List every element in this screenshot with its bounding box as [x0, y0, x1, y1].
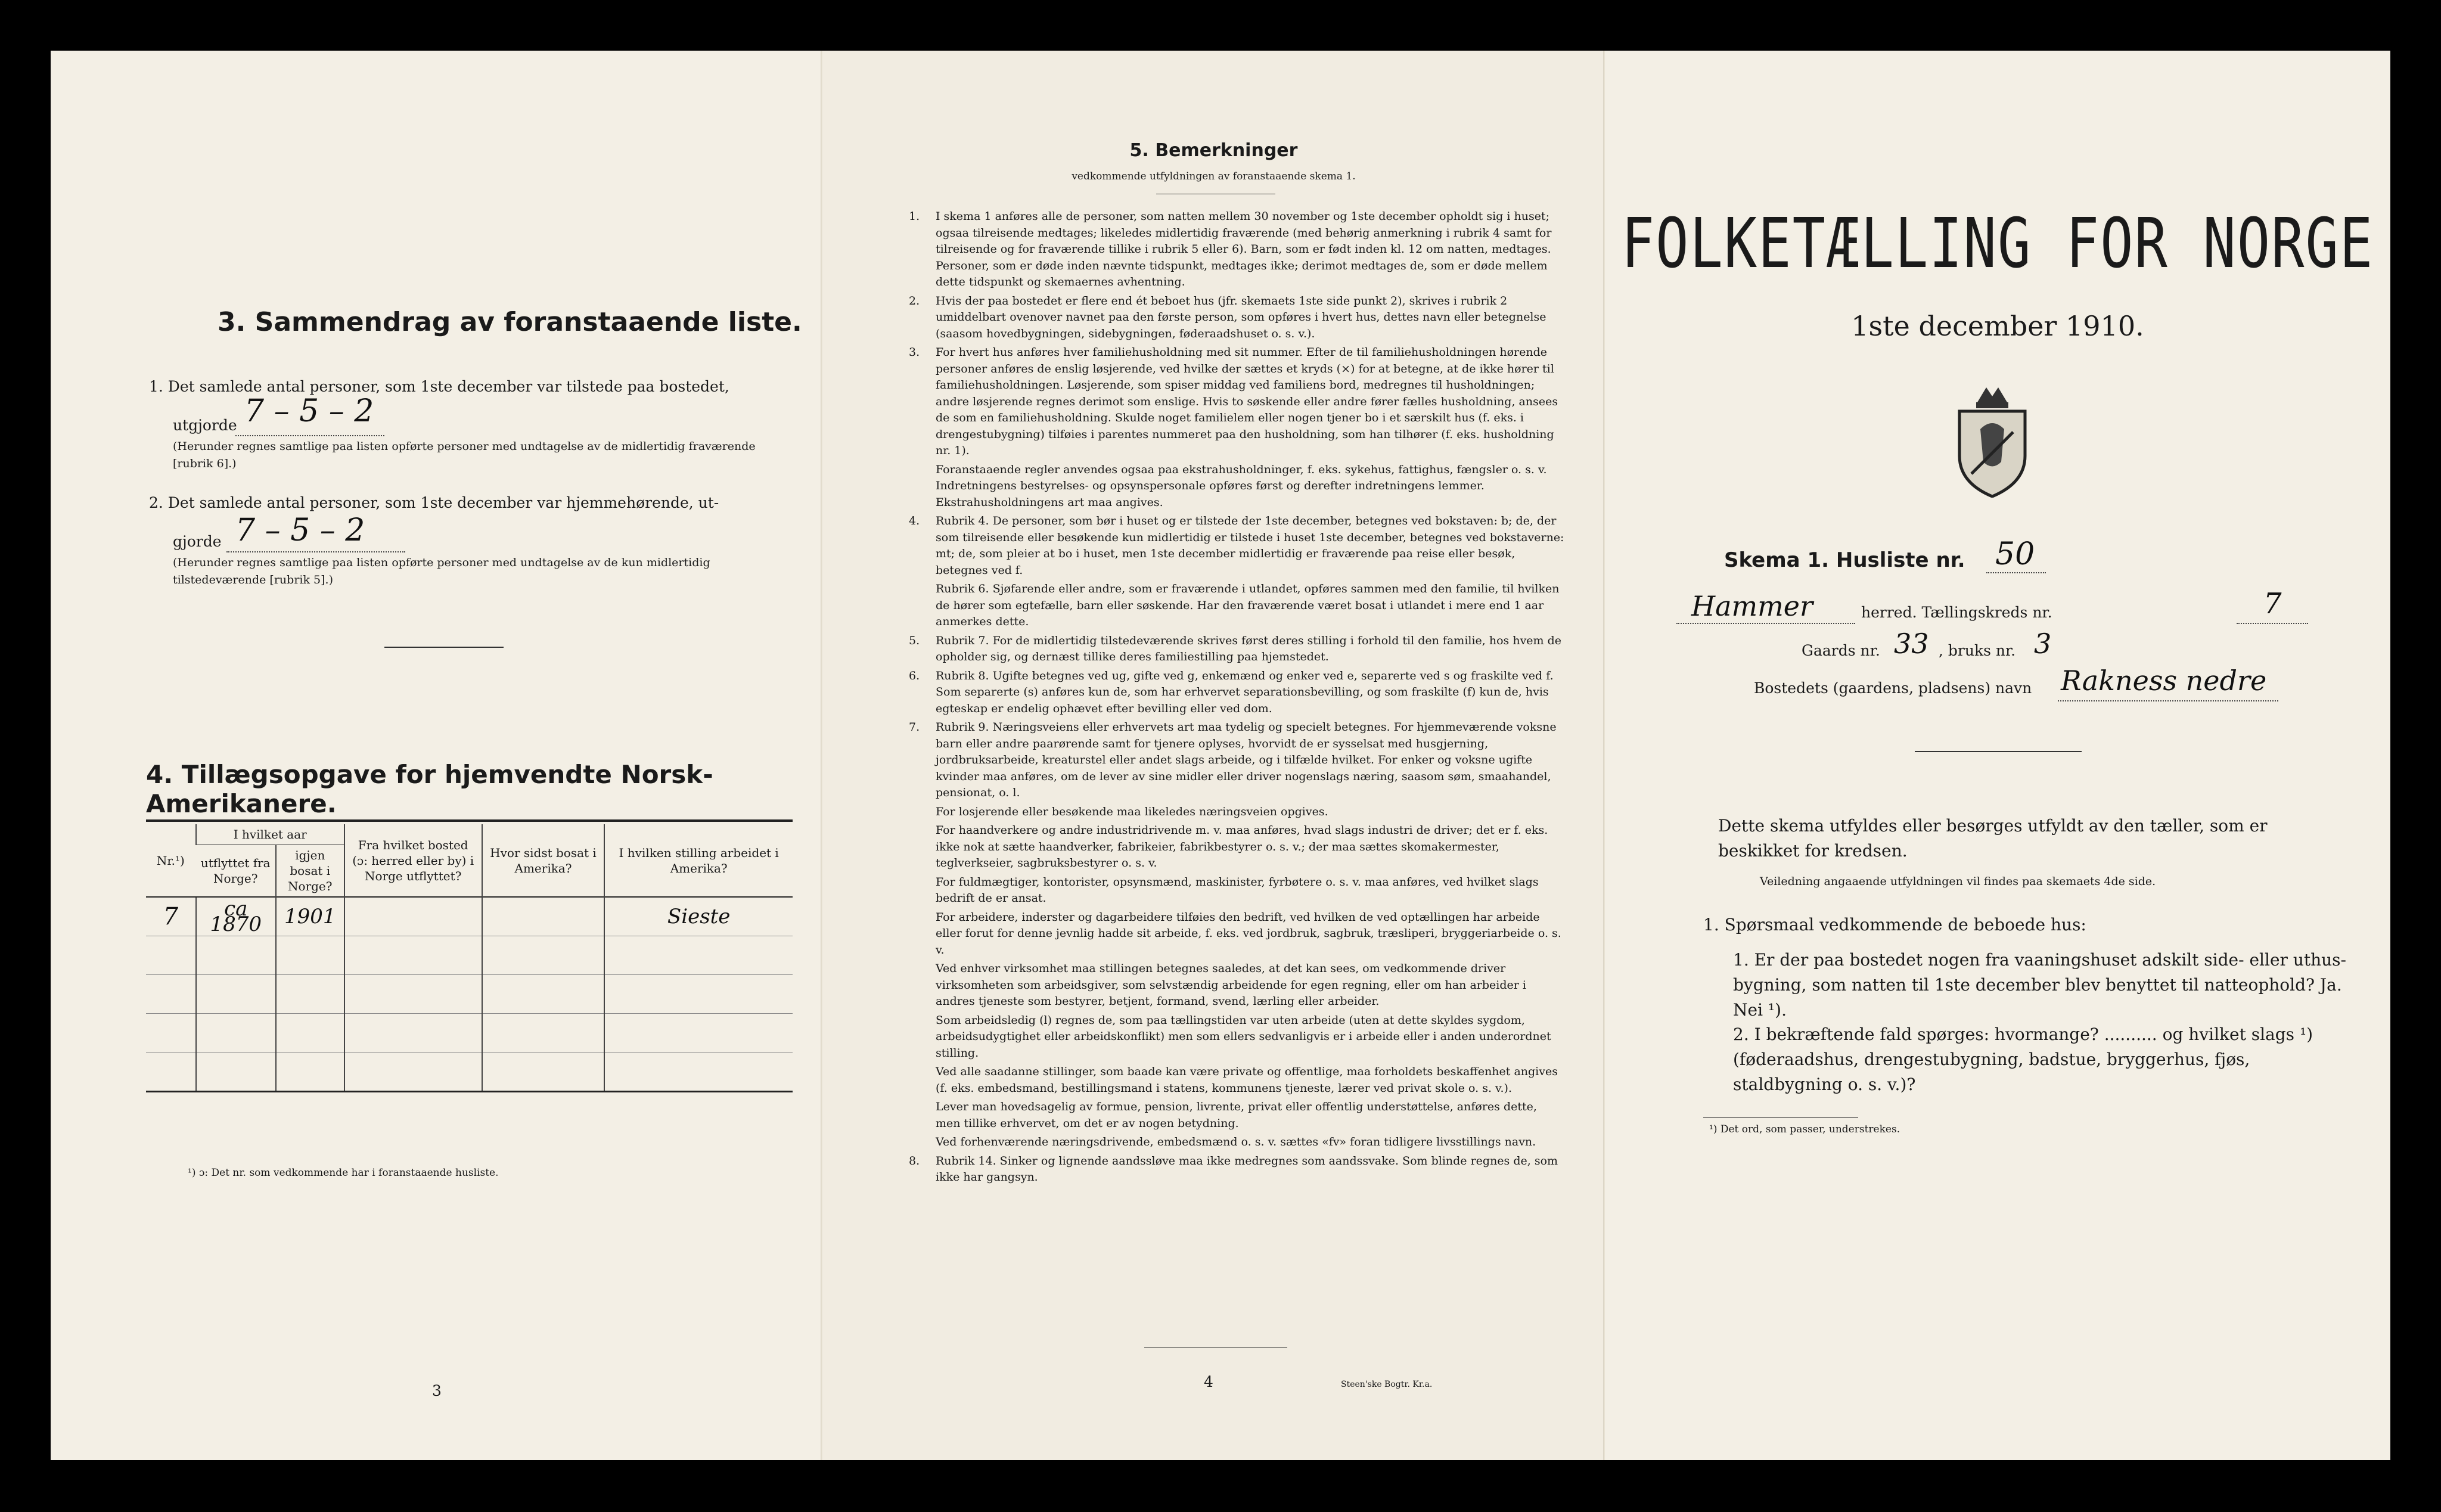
- col-hvor: Hvor sidst bosat i Amerika?: [482, 824, 605, 897]
- norsk-amerikanere-table: [146, 824, 793, 1092]
- section5-title: 5. Bemerkninger: [1129, 140, 1298, 161]
- remark-item: [909, 961, 1564, 1010]
- table-row: [146, 1052, 793, 1092]
- remark-text: Ved alle saadanne stillinger, som baade kan være private og offentlige, maa forholdets beskaffenhet angives (f. eks. embedsmand, bestillingsmand i statens, kommunens tjeneste, lærer ved privat skole o. s. v.).: [936, 1065, 1558, 1095]
- q1-handwritten-value: 7 – 5 – 2: [244, 393, 374, 429]
- remark-number: 6.: [909, 669, 920, 682]
- remark-number: 3.: [909, 346, 920, 359]
- remark-item: [909, 909, 1564, 959]
- question-1: 1. Er der paa bostedet nogen fra vaaningshuset adskilt side- eller uthus-bygning, som natten til 1ste december blev benyttet til natteophold? Ja. Nei ¹).: [1733, 950, 2346, 1020]
- remark-text: Rubrik 4. De personer, som bør i huset og er tilstede der 1ste december, betegnes ved bokstaven: b; de, der som tilreisende eller besøkende kun midlertidig er tilstede i huset 1ste december, betegnes ved bokstaverne: mt; de, som pleier at bo i huset, men 1ste december midlertidig er fraværende paa reise eller besøk, betegnes ved f.: [936, 514, 1564, 577]
- footnote: ¹) Det ord, som passer, understrekes.: [1709, 1123, 1900, 1135]
- remark-item: [909, 293, 1564, 343]
- remark-item: [909, 633, 1564, 666]
- remark-text: Rubrik 14. Sinker og lignende aandssløve maa ikke medregnes som aandssvake. Som blinde regnes de, som ikke har gangsyn.: [936, 1154, 1558, 1184]
- remark-item: [909, 1064, 1564, 1097]
- skema-label: Skema 1. Husliste nr.: [1724, 548, 1965, 572]
- remark-number: 7.: [909, 721, 920, 734]
- page-middle: [822, 51, 1605, 1460]
- col-igjen: igjen bosat i Norge?: [276, 845, 344, 898]
- herred-label: herred. Tællingskreds nr.: [1861, 604, 2052, 621]
- instruction-text: Dette skema utfyldes eller besørges utfyldt av den tæller, som er beskikket for kredsen.: [1718, 816, 2268, 861]
- row-stilling: Sieste: [604, 897, 793, 936]
- remark-item: [909, 874, 1564, 907]
- remark-text: Hvis der paa bostedet er flere end ét beboet hus (jfr. skemaets 1ste side punkt 2), skrives i rubrik 2 umiddelbart ovenover navnet paa den første person, som opføres i hvert hus, dettes navn eller betegnelse (saasom hovedbygningen, sidebygningen, føderaadshuset o. s. v.).: [936, 294, 1546, 340]
- printer-mark: Steen'ske Bogtr. Kr.a.: [1341, 1380, 1433, 1389]
- remark-number: 1.: [909, 210, 920, 223]
- page-number: 4: [1204, 1373, 1213, 1390]
- remark-text: For hvert hus anføres hver familiehusholdning med sit nummer. Efter de til familiehusholdningen hørende personer anføres de enslig løsjerende, ved hvilke der sættes et kryds (×) for at betegne, at de ikke hører til familiehusholdningen. Løsjerende, som spiser middag ved familiens bord, medregnes til husholdningen; andre løsjerende regnes derimot som enslige. Hvis to søskende eller andre fører fælles husholdning, ansees de som en familiehusholdning. Skulde noget familielem eller nogen tjener bo i et særskilt hus (f. eks. i drengestubygning) tilføies i parentes nummeret paa den husholdning, som han tilhører (f. eks. husholdning nr. 1).: [936, 346, 1558, 457]
- section3-title: 3. Sammendrag av foranstaaende liste.: [218, 307, 802, 337]
- herred-value: Hammer: [1691, 590, 1813, 622]
- remark-text: Rubrik 9. Næringsveiens eller erhvervets art maa tydelig og specielt betegnes. For hjemmeværende voksne barn eller andre paarørende samt for tjenere oplyses, hvorvidt de er sysselsat med husgjerning, jordbruksarbeide, kreaturstel eller andet slags arbeide, og i tilfælde hvilket. For enker og voksne ugifte kvinder maa anføres, om de lever av sine midler eller driver nogenslags næring, saasom søm, smaahandel, pensionat, o. l.: [936, 721, 1557, 799]
- norway-coat-of-arms-icon: [1954, 384, 2031, 498]
- remark-item: [909, 1153, 1564, 1186]
- gaards-value: 33: [1894, 628, 1929, 660]
- remark-item: [909, 822, 1564, 872]
- bosted-label: Bostedets (gaardens, pladsens) navn: [1754, 679, 2032, 697]
- kreds-value: 7: [2263, 587, 2282, 620]
- questions-heading: 1. Spørsmaal vedkommende de beboede hus:: [1703, 915, 2086, 934]
- remark-text: Ved forhenværende næringsdrivende, embedsmænd o. s. v. sættes «fv» foran tidligere livsstillings navn.: [936, 1135, 1536, 1148]
- col-stilling: I hvilken stilling arbeidet i Amerika?: [604, 824, 793, 897]
- remark-number: 4.: [909, 514, 920, 527]
- question-2: 2. I bekræftende fald spørges: hvormange? .......... og hvilket slags ¹) (føderaadshus, drengestubygning, badstue, bryggerhus, fjøs, staldbygning o. s. v.)?: [1733, 1024, 2313, 1094]
- remark-text: Lever man hovedsagelig av formue, pension, livrente, privat eller offentlig understøttelse, anføres dette, men tillike erhvervet, om det er av nogen betydning.: [936, 1100, 1537, 1130]
- table-row: [146, 897, 793, 936]
- census-date: 1ste december 1910.: [1851, 310, 2144, 342]
- section5-subtitle: vedkommende utfyldningen av foranstaaende skema 1.: [1072, 170, 1356, 182]
- table-row: [146, 1014, 793, 1052]
- bruks-label: , bruks nr.: [1939, 642, 2016, 659]
- table-row: [146, 975, 793, 1014]
- row-utflyttet: ca 1870: [196, 897, 276, 936]
- remark-text: Rubrik 8. Ugifte betegnes ved ug, gifte ved g, enkemænd og enker ved e, separerte ved s og fraskilte ved f. Som separerte (s) anføres kun de, som har erhvervet separationsbevilling, og som fraskilte (f) kun de, hvis egteskap er endelig ophævet efter bevilling eller ved dom.: [936, 669, 1554, 715]
- husliste-nr-value: 50: [1995, 536, 2035, 572]
- col-nr: Nr.¹): [156, 853, 185, 868]
- section4-title: 4. Tillægsopgave for hjemvendte Norsk-Amerikanere.: [146, 760, 713, 818]
- remarks-list: [909, 209, 1564, 1188]
- remark-item: [909, 462, 1564, 511]
- remark-item: [909, 209, 1564, 291]
- remark-text: For fuldmægtiger, kontorister, opsynsmænd, maskinister, fyrbøtere o. s. v. maa anføres, ved hvilket slags bedrift de er ansat.: [936, 875, 1539, 905]
- q1-label: utgjorde: [173, 417, 237, 434]
- remark-item: [909, 1134, 1564, 1151]
- q1-note: (Herunder regnes samtlige paa listen opførte personer med undtagelse av de midlertidig fraværende [rubrik 6].): [173, 440, 756, 470]
- row-igjen: 1901: [276, 897, 344, 936]
- ornament-divider: [1915, 751, 2082, 752]
- divider: [384, 647, 504, 648]
- q2-handwritten-value: 7 – 5 – 2: [235, 513, 365, 548]
- remark-text: Rubrik 7. For de midlertidig tilstedeværende skrives først deres stilling i forhold til den familie, hos hvem de opholder sig, og dernæst tillike deres familiestilling paa hjemstedet.: [936, 634, 1562, 663]
- remark-item: [909, 581, 1564, 631]
- remark-text: For losjerende eller besøkende maa likeledes næringsveien opgives.: [936, 805, 1328, 818]
- col-fra: Fra hvilket bosted (ɔ: herred eller by) i Norge utflyttet?: [344, 824, 482, 897]
- q2-text: 2. Det samlede antal personer, som 1ste december var hjemmehørende, ut-: [149, 494, 719, 511]
- remark-number: 8.: [909, 1154, 920, 1168]
- table-footnote: ¹) ɔ: Det nr. som vedkommende har i foranstaaende husliste.: [188, 1167, 499, 1179]
- q2-label: gjorde: [173, 533, 222, 550]
- remark-item: [909, 719, 1564, 802]
- remark-number: 2.: [909, 294, 920, 308]
- guidance-text: Veiledning angaaende utfyldningen vil findes paa skemaets 4de side.: [1760, 875, 2156, 888]
- page-right: [1605, 51, 2390, 1460]
- main-title: FOLKETÆLLING FOR NORGE: [1621, 203, 2374, 284]
- remark-item: [909, 513, 1564, 579]
- remark-item: [909, 1013, 1564, 1062]
- remark-item: [909, 668, 1564, 718]
- remark-text: Rubrik 6. Sjøfarende eller andre, som er fraværende i utlandet, opføres sammen med den familie, til hvilken de hører som egtefælle, barn eller søskende. Har den fraværende været bosat i utlandet i mere end 1 aar anmerkes dette.: [936, 582, 1560, 628]
- remark-text: Som arbeidsledig (l) regnes de, som paa tællingstiden var uten arbeide (uten at dette skyldes sygdom, arbeidsudygtighet eller arbeidskonflikt) men som ellers sedvanligvis er i arbeide eller i anden underordnet stilling.: [936, 1013, 1551, 1060]
- row-nr: 7: [146, 897, 196, 936]
- page-number: 3: [432, 1382, 442, 1399]
- remark-item: [909, 344, 1564, 460]
- remark-item: [909, 804, 1564, 821]
- remark-text: Ved enhver virksomhet maa stillingen betegnes saaledes, at det kan sees, om vedkommende driver virksomheten som arbeidsgiver, som selvstændig arbeidende for egen regning, eller om han arbeider i andres tjeneste som bestyrer, betjent, formand, svend, lærling eller arbeider.: [936, 962, 1526, 1008]
- gaards-label: Gaards nr.: [1802, 642, 1880, 659]
- page-left: [51, 51, 822, 1460]
- remark-number: 5.: [909, 634, 920, 647]
- remark-text: I skema 1 anføres alle de personer, som natten mellem 30 november og 1ste december opholdt sig i huset; ogsaa tilreisende medtages; likeledes midlertidig fraværende (med behørig anmerkning i rubrik 4 samt for tilreisende og for fraværende tillike i rubrik 5 eller 6). Barn, som er født inden kl. 12 om natten, medtages. Personer, som er døde inden nævnte tidspunkt, medtages ikke; derimot medtages de, som er døde mellem dette tidspunkt og skemaernes avhentning.: [936, 210, 1552, 288]
- q1-text: 1. Det samlede antal personer, som 1ste december var tilstede paa bostedet,: [149, 378, 729, 395]
- remark-text: Foranstaaende regler anvendes ogsaa paa ekstrahusholdninger, f. eks. sykehus, fattighus, fængsler o. s. v. Indretningens bestyrelses- og opsynspersonale opføres først og derefter indretningens lemmer. Ekstrahusholdningens art maa angives.: [936, 462, 1547, 509]
- remark-item: [909, 1099, 1564, 1132]
- col-utflyttet: utflyttet fra Norge?: [200, 856, 271, 886]
- remark-text: For arbeidere, inderster og dagarbeidere tilføies den bedrift, ved hvilken de ved optællingen har arbeide eller forut for denne jevnlig hadde sit arbeide, f. eks. ved jordbruk, sagbruk, træsliperi, bryggeriarbeide o. s. v.: [936, 910, 1561, 957]
- q2-note: (Herunder regnes samtlige paa listen opførte personer med undtagelse av de kun midlertidig tilstedeværende [rubrik 5].): [173, 556, 710, 586]
- remark-text: For haandverkere og andre industridrivende m. v. maa anføres, hvad slags industri de driver; det er f. eks. ikke nok at sætte haandverker, fabrikeier, fabrikbestyrer o. s. v.; der maa sættes skomakermester, teglverkseier, sagbruksbestyrer o. s. v.: [936, 824, 1548, 870]
- col-group-year: I hvilket aar: [196, 824, 344, 845]
- bosted-value: Rakness nedre: [2061, 665, 2267, 697]
- bruks-value: 3: [2034, 628, 2052, 660]
- table-row: [146, 936, 793, 975]
